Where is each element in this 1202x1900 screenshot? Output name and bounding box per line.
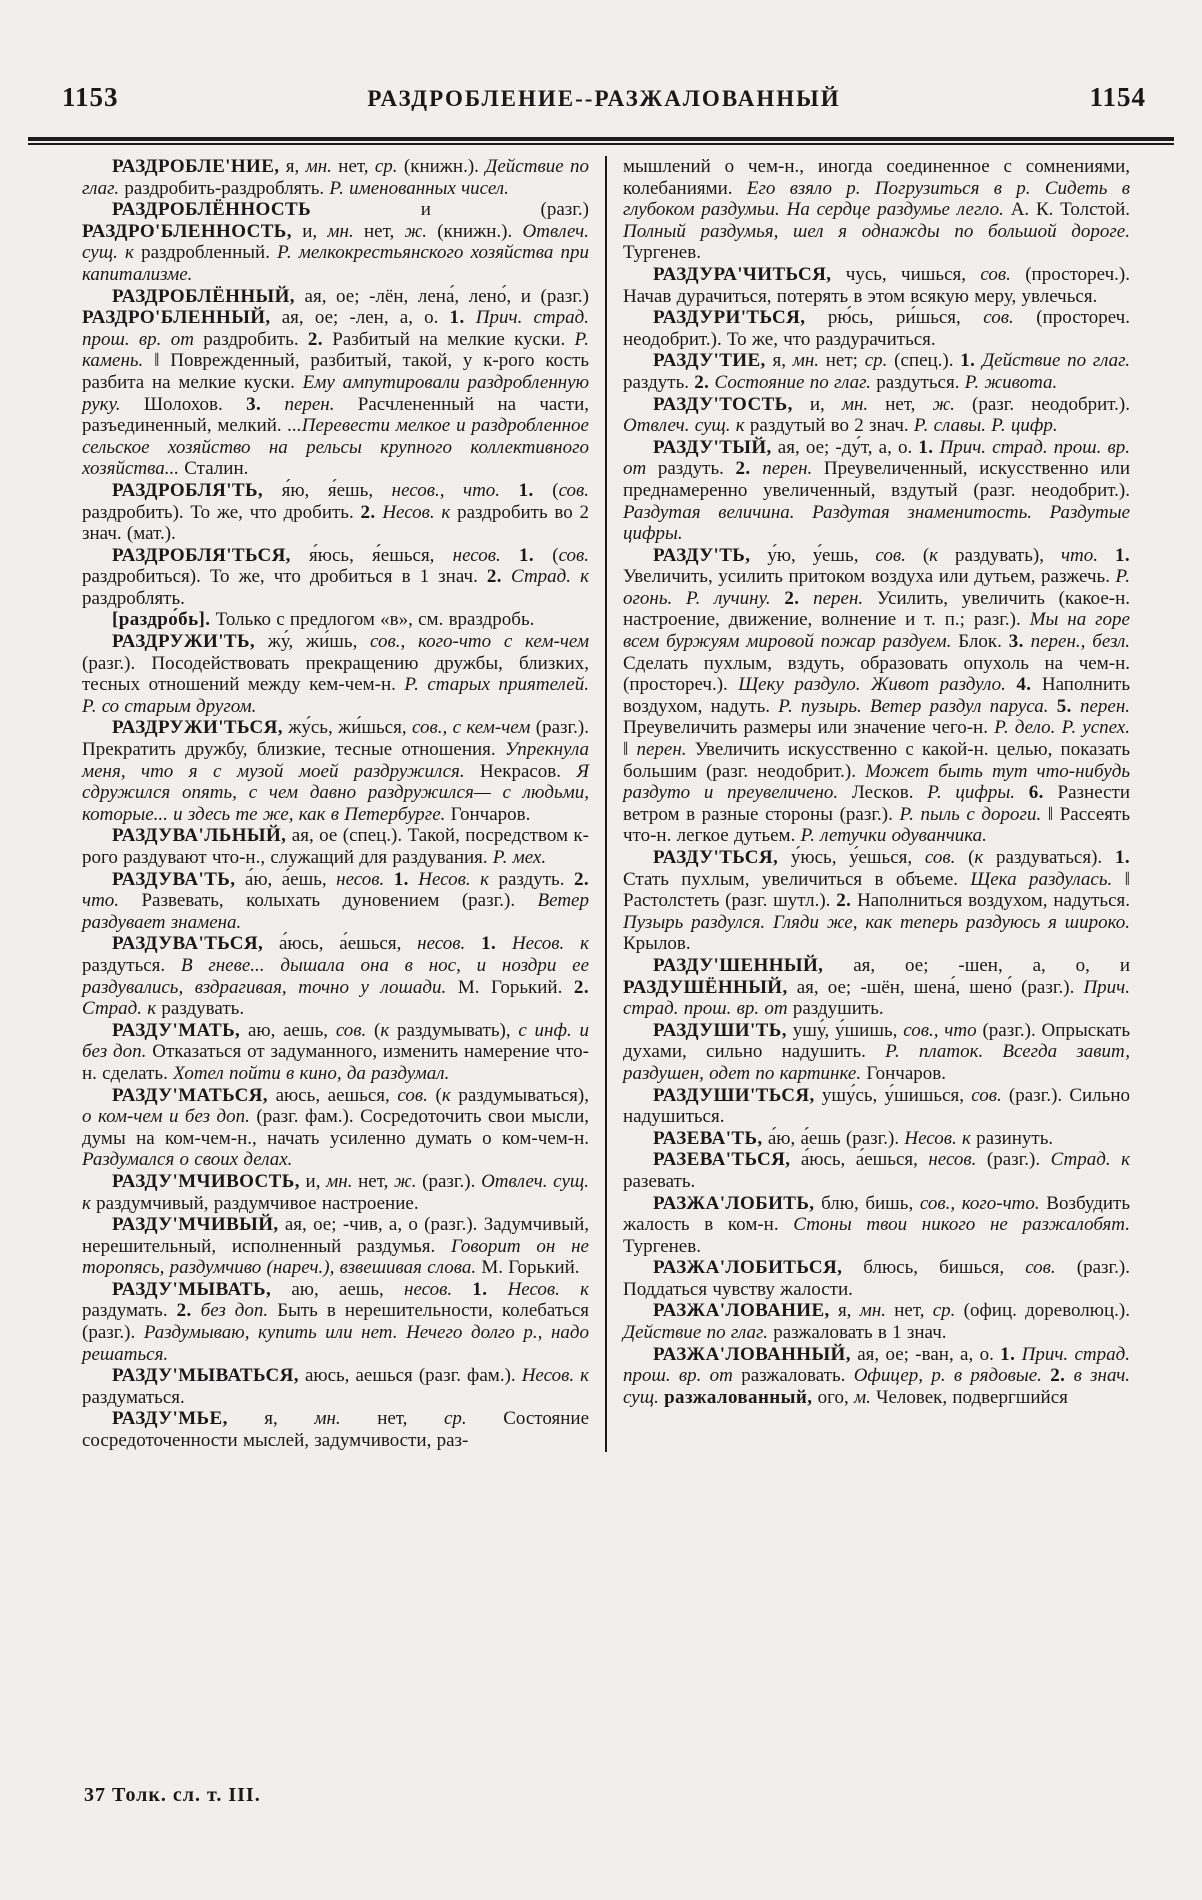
column-divider-rule bbox=[605, 156, 607, 1452]
page-header bbox=[62, 82, 1146, 113]
dictionary-entry: РАЗЖА'ЛОВАННЫЙ, ая, ое; -ван, а, о. 1. Прич. страд. прош. вр. от разжаловать. Офицер, р. в рядовые. 2. в знач. сущ. разжалованный, ого, м. Человек, подвергшийся bbox=[623, 1343, 1131, 1408]
text-column-right bbox=[623, 156, 1130, 1452]
text-columns bbox=[82, 156, 1130, 1452]
dictionary-entry: РАЗДУШИ'ТЬ, ушу́, у́шишь, сов., что (разг.). Опрыскать духами, сильно надушить. Р. платок. Всегда завит, раздушен, одет по картинке. Гончаров. bbox=[623, 1019, 1131, 1084]
footer-signature: 37 Толк. сл. т. III. bbox=[84, 1784, 261, 1806]
dictionary-entry: РАЗДРОБЛЯ'ТЬ, я́ю, я́ешь, несов., что. 1. (сов. раздробить). То же, что дробить. 2. Несов. к раздробить во 2 знач. (мат.). bbox=[82, 479, 590, 545]
dictionary-entry: РАЗЖА'ЛОБИТЬСЯ, блюсь, бишься, сов. (разг.). Поддаться чувству жалости. bbox=[623, 1257, 1130, 1300]
dictionary-entry: РАЗДУВА'ТЬ, а́ю, а́ешь, несов. 1. Несов. к раздуть. 2. что. Развевать, колыхать дуновением (разг.). Ветер раздувает знамена. bbox=[82, 868, 590, 933]
running-title: РАЗДРОБЛЕНИЕ--РАЗЖАЛОВАННЫЙ bbox=[367, 86, 841, 111]
dictionary-entry: РАЗДУВА'ЛЬНЫЙ, ая, ое (спец.). Такой, посредством к-рого раздувают что-н., служащий для раздувания. Р. мех. bbox=[82, 825, 589, 868]
dictionary-entry: РАЗДРУЖИ'ТЬ, жу́, жи́шь, сов., кого-что с кем-чем (разг.). Посодействовать прекращению дружбы, близких, тесных отношений между кем-чем-н. Р. старых приятелей. Р. со старым другом. bbox=[82, 631, 589, 717]
column-number-left: 1153 bbox=[62, 82, 119, 112]
dictionary-entry: РАЗДРОБЛЯ'ТЬСЯ, я́юсь, я́ешься, несов. 1. (сов. раздробиться). То же, что дробиться в 1 знач. 2. Страд. к раздроблять. bbox=[82, 544, 590, 609]
dictionary-entry: РАЗДРОБЛЁННОСТЬ и (разг.) РАЗДРО'БЛЕННОСТЬ, и, мн. нет, ж. (книжн.). Отвлеч. сущ. к раздробленный. Р. мелкокрестьянского хозяйства при капитализме. bbox=[82, 199, 589, 285]
dictionary-entry: РАЗДУ'ТЬСЯ, у́юсь, у́ешься, сов. (к раздуваться). 1. Стать пухлым, увеличиться в объеме. Щека раздулась. ‖ Растолстеть (разг. шутл.). 2. Наполниться воздухом, надуться. Пузырь раздулся. Гляди же, как теперь раздуюсь я широко. Крылов. bbox=[623, 847, 1130, 955]
dictionary-entry: РАЗДУ'МЫВАТЬСЯ, аюсь, аешься (разг. фам.). Несов. к раздуматься. bbox=[82, 1365, 589, 1408]
dictionary-entry: РАЗДУРИ'ТЬСЯ, рю́сь, ри́шься, сов. (простореч. неодобрит.). То же, что раздурачиться. bbox=[623, 307, 1130, 350]
column-number-right: 1154 bbox=[1089, 82, 1146, 112]
dictionary-entry: [раздро́бь]. Только с предлогом «в», см. враздробь. bbox=[112, 609, 535, 631]
dictionary-entry: РАЗДУШИ'ТЬСЯ, ушу́сь, у́шишься, сов. (разг.). Сильно надушиться. bbox=[623, 1084, 1131, 1128]
dictionary-entry: РАЗДУ'ТЬ, у́ю, у́ешь, сов. (к раздувать), что. 1. Увеличить, усилить притоком воздуха или дутьем, разжечь. Р. огонь. Р. лучину. 2. перен. Усилить, увеличить (какое-н. настроение, движение, волнение и т. п.; разг.). Мы на горе всем буржуям мировой пожар раздуем. Блок. 3. перен., безл. Сделать пухлым, вздуть, образовать опухоль на чем-н. (простореч.). Щеку раздуло. Живот раздуло. 4. Наполнить воздухом, надуть. Р. пузырь. Ветер раздул паруса. 5. перен. Преувеличить размеры или значение чего-н. Р. дело. Р. успех. ‖ перен. Увеличить искусственно с какой-н. целью, показать большим (разг. неодобрит.). Может быть тут что-нибудь раздуто и преувеличено. Лесков. Р. цифры. 6. Разнести ветром в разные стороны (разг.). Р. пыль с дороги. ‖ Рассеять что-н. легкое дутьем. Р. летучки одуванчика. bbox=[623, 544, 1131, 847]
dictionary-entry: РАЗДУВА'ТЬСЯ, а́юсь, а́ешься, несов. 1. Несов. к раздуться. В гневе... дышала она в нос, и ноздри ее раздувались, вздрагивая, точно у лошади. М. Горький. 2. Страд. к раздувать. bbox=[82, 933, 590, 1020]
dictionary-entry: РАЗЕВА'ТЬ, а́ю, а́ешь (разг.). Несов. к разинуть. bbox=[653, 1127, 1054, 1149]
dictionary-entry: РАЗДУ'МАТЬСЯ, аюсь, аешься, сов. (к раздумываться), о ком-чем и без доп. (разг. фам.). Сосредоточить свои мысли, думы на ком-чем-н., начать усиленно думать о ком-чем-н. Раздумался о своих делах. bbox=[82, 1084, 590, 1171]
dictionary-entry: РАЗДУ'ТИЕ, я, мн. нет; ср. (спец.). 1. Действие по глаг. раздуть. 2. Состояние по глаг. раздуться. Р. живота. bbox=[623, 350, 1131, 393]
dictionary-entry: РАЗДУ'МЫВАТЬ, аю, аешь, несов. 1. Несов. к раздумать. 2. без доп. Быть в нерешительности, колебаться (разг.). Раздумываю, купить или нет. Нечего долго р., надо решаться. bbox=[82, 1278, 590, 1365]
dictionary-entry: РАЗДУ'ТЫЙ, ая, ое; -ду́т, а, о. 1. Прич. страд. прош. вр. от раздуть. 2. перен. Преувеличенный, искусственно или преднамеренно увеличенный, вздутый (разг. неодобрит.). Раздутая величина. Раздутая знаменитость. Раздутые цифры. bbox=[623, 436, 1131, 545]
dictionary-entry: РАЗДУ'ТОСТЬ, и, мн. нет, ж. (разг. неодобрит.). Отвлеч. сущ. к раздутый во 2 знач. Р. славы. Р. цифр. bbox=[623, 393, 1130, 437]
dictionary-entry: РАЗДРОБЛЁННЫЙ, ая, ое; -лён, лена́, лено́, и (разг.) РАЗДРО'БЛЕННЫЙ, ая, ое; -лен, а, о. 1. Прич. страд. прош. вр. от раздробить. 2. Разбитый на мелкие куски. Р. камень. ‖ Поврежденный, разбитый, такой, у к-рого кость разбита на мелкие куски. Ему ампутировали раздробленную руку. Шолохов. 3. перен. Расчлененный на части, разъединенный, мелкий. ...Перевести мелкое и раздробленное сельское хозяйство на рельсы крупного коллективного хозяйства... Сталин. bbox=[82, 285, 590, 480]
entry-continuation: мышлений о чем-н., иногда соединенное с сомнениями, колебаниями. Его взяло р. Погрузиться в р. Сидеть в глубоком раздумьи. На сердце раздумье легло. А. К. Толстой. Полный раздумья, шел я однажды по большой дороге. Тургенев. bbox=[623, 156, 1130, 264]
dictionary-entry: РАЗЕВА'ТЬСЯ, а́юсь, а́ешься, несов. (разг.). Страд. к разевать. bbox=[623, 1149, 1130, 1192]
dictionary-entry: РАЗДРОБЛЕ'НИЕ, я, мн. нет, ср. (книжн.). Действие по глаг. раздробить-раздроблять. Р. именованных чисел. bbox=[82, 156, 589, 199]
dictionary-entry: РАЗДУ'МАТЬ, аю, аешь, сов. (к раздумывать), с инф. и без доп. Отказаться от задуманного, изменить намерение что-н. сделать. Хотел пойти в кино, да раздумал. bbox=[82, 1019, 589, 1084]
text-column-left bbox=[82, 156, 589, 1452]
header-double-rule bbox=[28, 137, 1174, 145]
dictionary-entry: РАЗЖА'ЛОБИТЬ, блю, бишь, сов., кого-что. Возбудить жалость в ком-н. Стоны твои никого не разжалобят. Тургенев. bbox=[623, 1192, 1130, 1257]
dictionary-entry: РАЗДУРА'ЧИТЬСЯ, чусь, чишься, сов. (простореч.). Начав дурачиться, потерять в этом всякую меру, увлечься. bbox=[623, 263, 1130, 307]
dictionary-entry: РАЗДУ'МЧИВОСТЬ, и, мн. нет, ж. (разг.). Отвлеч. сущ. к раздумчивый, раздумчивое настроение. bbox=[82, 1170, 590, 1214]
dictionary-entry: РАЗЖА'ЛОВАНИЕ, я, мн. нет, ср. (офиц. дореволюц.). Действие по глаг. разжаловать в 1 знач. bbox=[623, 1300, 1130, 1344]
dictionary-entry: РАЗДРУЖИ'ТЬСЯ, жу́сь, жи́шься, сов., с кем-чем (разг.). Прекратить дружбу, близкие, тесные отношения. Упрекнула меня, что я с музой моей раздружился. Некрасов. Я сдружился опять, с чем давно раздружился— с людьми, которые... и здесь те же, как в Петербурге. Гончаров. bbox=[82, 717, 589, 825]
dictionary-entry: РАЗДУ'МЬЕ, я, мн. нет, ср. Состояние сосредоточенности мыслей, задумчивости, раз- bbox=[82, 1408, 589, 1452]
dictionary-entry: РАЗДУ'ШЕННЫЙ, ая, ое; -шен, а, о, и РАЗДУШЁННЫЙ, ая, ое; -шён, шена́, шено́ (разг.). Прич. страд. прош. вр. от раздушить. bbox=[623, 954, 1130, 1020]
dictionary-entry: РАЗДУ'МЧИВЫЙ, ая, ое; -чив, а, о (разг.). Задумчивый, нерешительный, исполненный раздумья. Говорит он не торопясь, раздумчиво (нареч.), взвешивая слова. М. Горький. bbox=[82, 1214, 589, 1279]
